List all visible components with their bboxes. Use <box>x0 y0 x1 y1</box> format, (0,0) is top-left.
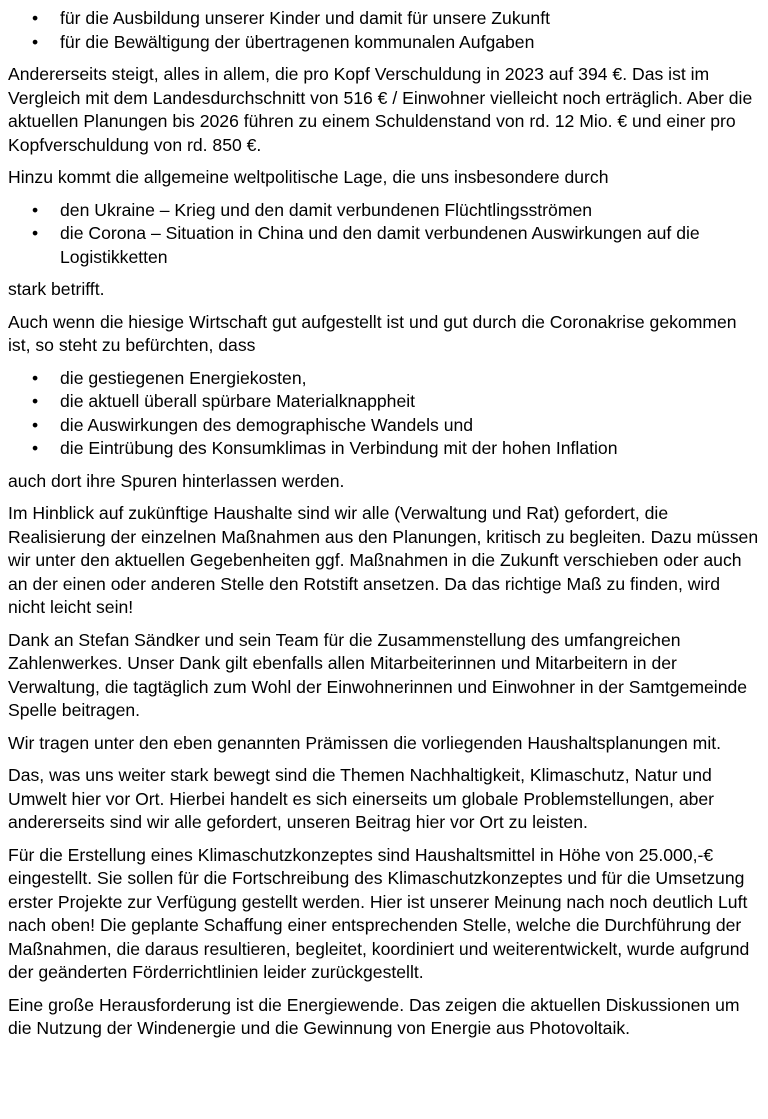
paragraph-wirtschaft: Auch wenn die hiesige Wirtschaft gut aufgestellt ist und gut durch die Coronakrise gekommen ist, so steht zu befürchten, dass <box>8 311 737 355</box>
list-weltlage <box>8 199 760 270</box>
list-item <box>8 437 760 461</box>
list-item <box>8 414 760 438</box>
bullet-icon: • <box>32 367 39 388</box>
bullet-icon: • <box>32 414 39 435</box>
bullet-icon: • <box>32 223 39 243</box>
list-item-text: für die Ausbildung unserer Kinder und damit für unsere Zukunft <box>60 8 550 28</box>
paragraph-spuren: auch dort ihre Spuren hinterlassen werden. <box>8 470 345 491</box>
list-item-text: die aktuell überall spürbare Materialknappheit <box>60 391 416 411</box>
list-item-text: die Auswirkungen des demographische Wandels und <box>60 414 474 435</box>
list-item-text: die Corona – Situation in China und den damit verbundenen Auswirkungen auf die Logistikketten <box>60 223 700 267</box>
list-item <box>8 367 760 391</box>
paragraph-weltlage: Hinzu kommt die allgemeine weltpolitische Lage, die uns insbesondere durch <box>8 167 609 187</box>
bullet-icon: • <box>32 31 39 52</box>
list-wirtschaft <box>8 367 760 461</box>
list-item <box>8 7 760 31</box>
list-item-text: die gestiegenen Energiekosten, <box>60 367 307 388</box>
list-intro <box>8 7 760 54</box>
paragraph-klimaschutz: Für die Erstellung eines Klimaschutzkonzeptes sind Haushaltsmittel in Höhe von 25.000,-€ eingestellt. Sie sollen für die Fortschreibung des Klimaschutzkonzeptes und für die Umsetzung erster Projekte zur Verfügung gestellt werden. Hier ist unserer Meinung nach noch deutlich Luft nach oben! Die geplante Schaffung einer entsprechenden Stelle, welche die Durchführung der Maßnahmen, die daraus resultieren, begleitet, koordiniert und weiterentwickelt, wurde aufgrund der geänderten Förderrichtlinien leider zurückgestellt. <box>8 844 750 982</box>
paragraph-nachhaltigkeit: Das, was uns weiter stark bewegt sind die Themen Nachhaltigkeit, Klimaschutz, Natur und Umwelt hier vor Ort. Hierbei handelt es sich einerseits um globale Problemstellungen, aber andererseits sind wir alle gefordert, unseren Beitrag hier vor Ort zu leisten. <box>8 765 715 832</box>
list-item <box>8 199 760 223</box>
paragraph-verschuldung: Andererseits steigt, alles in allem, die pro Kopf Verschuldung in 2023 auf 394 €. Das ist im Vergleich mit dem Landesdurchschnitt von 516 € / Einwohner vielleicht noch erträglich. Aber die aktuellen Planungen bis 2026 führen zu einem Schuldenstand von rd. 12 Mio. € und einer pro Kopfverschuldung von rd. 850 €. <box>8 64 753 155</box>
paragraph-haushalte: Im Hinblick auf zukünftige Haushalte sind wir alle (Verwaltung und Rat) gefordert, die Realisierung der einzelnen Maßnahmen aus den Planungen, kritisch zu begleiten. Dazu müssen wir unter den aktuellen Gegebenheiten ggf. Maßnahmen in die Zukunft verschieben oder auch an der einen oder anderen Stelle den Rotstift ansetzen. Da das richtige Maß zu finden, wird nicht leicht sein! <box>8 503 759 617</box>
list-item-text: die Eintrübung des Konsumklimas in Verbindung mit der hohen Inflation <box>60 438 618 458</box>
bullet-icon: • <box>32 438 39 458</box>
paragraph-dank: Dank an Stefan Sändker und sein Team für die Zusammenstellung des umfangreichen Zahlenwerkes. Unser Dank gilt ebenfalls allen Mitarbeiterinnen und Mitarbeitern in der Verwaltung, die tagtäglich zum Wohl der Einwohnerinnen und Einwohner in der Samtgemeinde Spelle beitragen. <box>8 629 748 720</box>
list-item-text: den Ukraine – Krieg und den damit verbundenen Flüchtlingsströmen <box>60 199 593 220</box>
bullet-icon: • <box>32 8 39 28</box>
paragraph-betrifft: stark betrifft. <box>8 279 105 299</box>
list-item <box>8 390 760 414</box>
bullet-icon: • <box>32 391 39 411</box>
list-item <box>8 222 760 269</box>
document-page <box>8 7 760 1050</box>
list-item <box>8 31 760 55</box>
list-item-text: für die Bewältigung der übertragenen kommunalen Aufgaben <box>60 31 535 52</box>
paragraph-praemissen: Wir tragen unter den eben genannten Prämissen die vorliegenden Haushaltsplanungen mit. <box>8 732 722 753</box>
bullet-icon: • <box>32 199 39 220</box>
paragraph-energiewende: Eine große Herausforderung ist die Energiewende. Das zeigen die aktuellen Diskussionen um die Nutzung der Windenergie und die Gewinnung von Energie aus Photovoltaik. <box>8 994 740 1038</box>
